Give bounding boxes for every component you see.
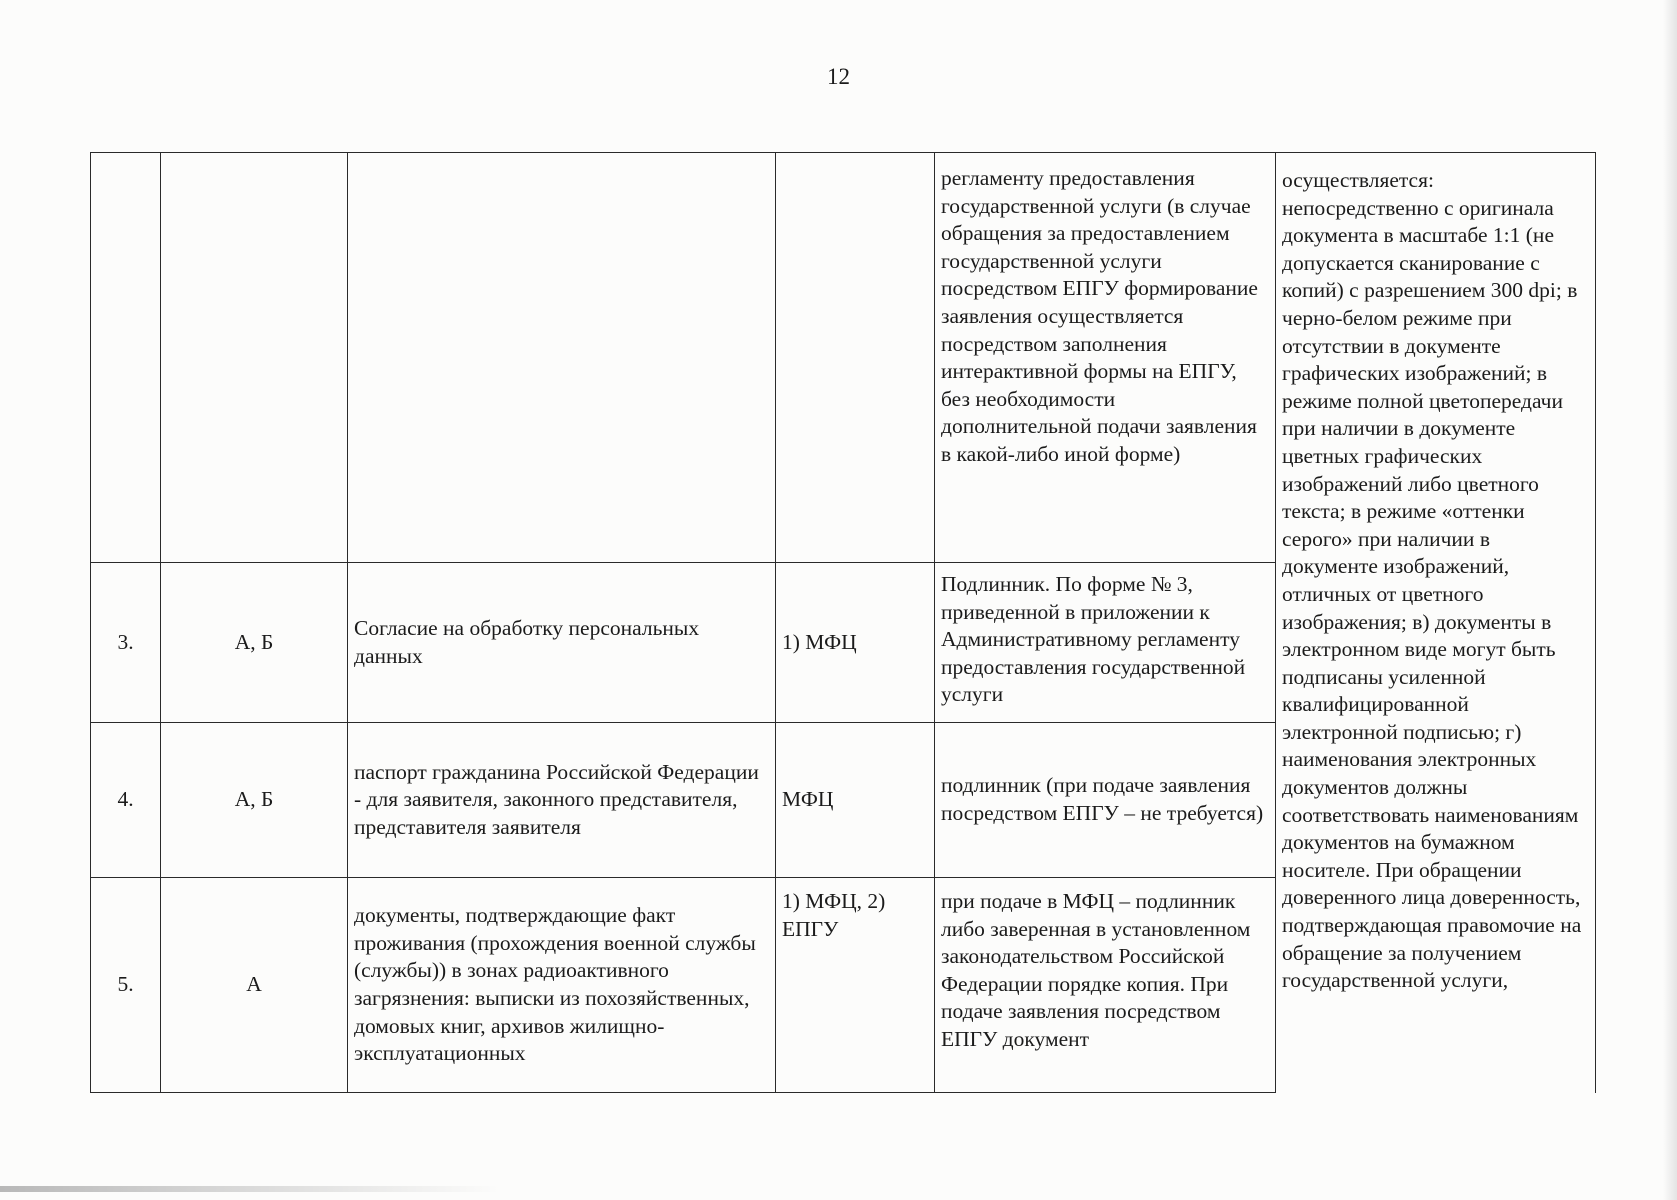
category-cell: [161, 153, 348, 563]
scan-edge-shadow: [0, 1186, 500, 1192]
notes-column-cell: [1276, 153, 1596, 1093]
category-cell: А, Б: [161, 563, 348, 723]
table-row: [91, 153, 1596, 563]
requirements-cell: при подаче в МФЦ – подлинник либо заверенная в установленном законодательством Российской Федерации порядке копия. При подаче заявления посредством ЕПГУ документ: [935, 878, 1276, 1093]
requirements-cell: подлинник (при подаче заявления посредством ЕПГУ – не требуется): [935, 723, 1276, 878]
category-cell: А, Б: [161, 723, 348, 878]
page-number: 12: [827, 64, 850, 89]
requirements-cell: регламенту предоставления государственной услуги (в случае обращения за предоставлением государственной услуги посредством ЕПГУ формирование заявления осуществляется посредством заполнения интерактивной формы на ЕПГУ, без необходимости дополнительной подачи заявления в какой-либо иной форме): [935, 153, 1276, 563]
submission-place-cell: [776, 153, 935, 563]
row-number-cell: [91, 153, 161, 563]
row-number-cell: 4.: [91, 723, 161, 878]
document-name-cell: [348, 153, 776, 563]
submission-place-cell: 1) МФЦ, 2) ЕПГУ: [776, 878, 935, 1093]
category-cell: А: [161, 878, 348, 1093]
requirements-cell: Подлинник. По форме № 3, приведенной в приложении к Административному регламенту предоставления государственной услуги: [935, 563, 1276, 723]
row-number-cell: 3.: [91, 563, 161, 723]
row-number-cell: 5.: [91, 878, 161, 1093]
documents-table: [90, 152, 1596, 1093]
document-name-cell: документы, подтверждающие факт проживания (прохождения военной службы (службы)) в зонах радиоактивного загрязнения: выписки из похозяйственных, домовых книг, архивов жилищно-эксплуатационных: [348, 878, 776, 1093]
submission-place-cell: 1) МФЦ: [776, 563, 935, 723]
document-name-cell: паспорт гражданина Российской Федерации - для заявителя, законного представителя, представителя заявителя: [348, 723, 776, 878]
scan-right-edge: [1663, 0, 1677, 1200]
document-name-cell: Согласие на обработку персональных данных: [348, 563, 776, 723]
submission-place-cell: МФЦ: [776, 723, 935, 878]
notes-text: осуществляется: непосредственно с оригинала документа в масштабе 1:1 (не допускается сканирование с копий) с разрешением 300 dpi; в черно-белом режиме при отсутствии в документе графических изображений; в режиме полной цветопередачи при наличии в документе цветных графических изображений либо цветного текста; в режиме «оттенки серого» при наличии в документе изображений, отличных от цветного изображения; в) документы в электронном виде могут быть подписаны усиленной квалифицированной электронной подписью; г) наименования электронных документов должны соответствовать наименованиям документов на бумажном носителе. При обращении доверенного лица доверенность, подтверждающая правомочие на обращение за получением государственной услуги,: [1282, 168, 1582, 993]
